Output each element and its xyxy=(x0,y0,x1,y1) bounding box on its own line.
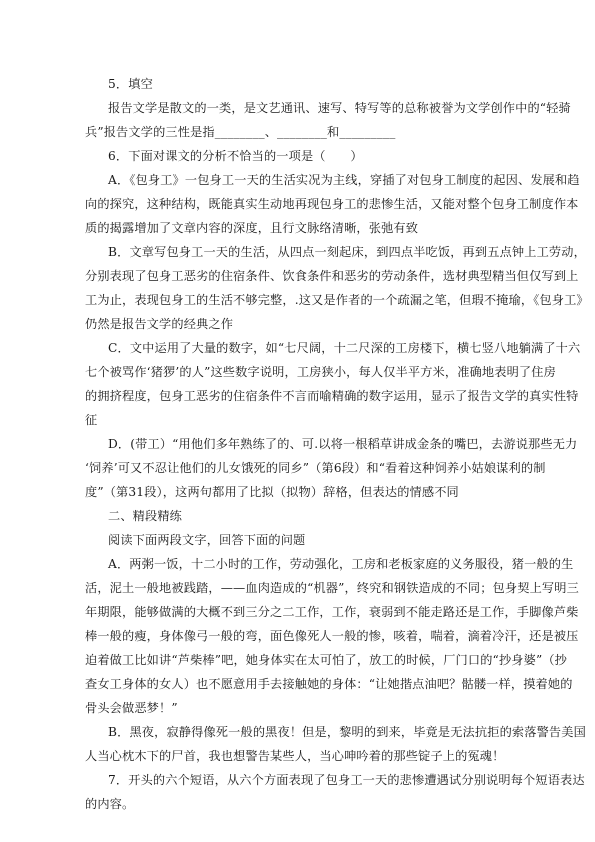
option-a-line-2: 向的探究，这种结构，既能真实生动地再现包身工的悲惨生活，又能对整个包身工制度作本 xyxy=(85,197,579,211)
passage-a-line-2: 活，泥土一般地被践踏，——血肉造成的“机器”，终究和钢铁造成的不同；包身契上写明三 xyxy=(85,581,579,595)
question-5-text-line-1: 报告文学是散文的一类，是文艺通讯、速写、特写等的总称被誉为文学创作中的“轻骑 xyxy=(108,101,571,115)
option-b-line-3: 工为止，表现包身工的生活不够完整，.这又是作者的一个疏漏之笔，但瑕不掩瑜，《包身工》 xyxy=(85,293,589,307)
passage-b-line-1: B．黑夜，寂静得像死一般的黑夜！但是，黎明的到来，毕竟是无法抗拒的索落警告美国 xyxy=(108,725,586,739)
question-5-heading: 5．填空 xyxy=(108,77,153,91)
option-d-line-3: 度”（第31段），这两句都用了比拟（拟物）辞格，但表达的情感不同 xyxy=(85,485,459,499)
reading-instruction: 阅读下面两段文字，回答下面的问题 xyxy=(108,533,306,547)
option-a-line-1: A．《包身工》一包身工一天的生活实况为主线，穿插了对包身工制度的起因、发展和趋 xyxy=(108,173,580,187)
option-d-line-1: D．(带工）“用他们多年熟练了的、可.以将一根稻草讲成金条的嘴巴，去游说那些无力 xyxy=(108,437,578,451)
passage-a-line-3: 年期限，能够做满的大概不到三分之二工作，工作，衰弱到不能走路还是工作，手脚像芦柴 xyxy=(85,605,579,619)
option-c-line-1: C．文中运用了大量的数字，如“七尺阔，十二尺深的工房楼下，横七竖八地躺满了十六 xyxy=(108,341,581,355)
option-b-line-4: 仍然是报告文学的经典之作 xyxy=(85,317,234,331)
passage-b-line-2: 人当心枕木下的尸首，我也想警告某些人，当心呻吟着的那些锭子上的冤魂！ xyxy=(85,749,505,763)
option-c-line-2: 七个被骂作‘猪猡’的人”这些数字说明，工房狭小，每人仅半平方米，准确地表明了住房 xyxy=(85,365,556,379)
option-c-line-4: 征 xyxy=(85,413,98,427)
question-7-line-2: 的内容。 xyxy=(85,797,135,811)
passage-a-line-1: A．两粥一饭，十二小时的工作，劳动强化，工房和老板家庭的义务服役，猪一般的生 xyxy=(108,557,574,571)
passage-a-line-5: 迫着做工比如讲“芦柴棒”吧，她身体实在太可怕了，放工的时候，厂门口的“抄身婆”（抄 xyxy=(85,653,568,667)
passage-a-line-4: 棒一般的瘦，身体像弓一般的弯，面色像死人一般的惨，咳着，喘着，滴着冷汗，还是被压 xyxy=(85,629,579,643)
section-2-heading: 二、精段精练 xyxy=(108,509,183,523)
option-a-line-3: 质的揭露增加了文章内容的深度，且行文脉络清晰，张弛有致 xyxy=(85,221,419,235)
option-d-line-2: ‘饲养’可又不忍让他们的儿女饿死的同乡”（第6段）和“看着这种饲养小姑娘谋利的制 xyxy=(85,461,546,475)
question-5-text-line-2: 兵”报告文学的三性是指________、________和_________ xyxy=(85,125,396,139)
passage-a-line-7: 骨头会做恶梦！” xyxy=(85,701,178,715)
question-6-heading: 6．下面对课文的分析不恰当的一项是（ ） xyxy=(108,149,363,163)
option-c-line-3: 的拥挤程度，包身工恶劣的住宿条件不言而喻精确的数字运用，显示了报告文学的真实性特 xyxy=(85,389,579,403)
option-b-line-2: 分别表现了包身工恶劣的住宿条件、饮食条件和恶劣的劳动条件，选材典型精当但仅写到上 xyxy=(85,269,579,283)
passage-a-line-6: 查女工身体的女人）也不愿意用手去接触她的身体：“让她揩点油吧？骷髅一样，摸着她的 xyxy=(85,677,573,691)
question-7-line-1: 7．开头的六个短语，从六个方面表现了包身工一天的悲惨遭遇试分别说明每个短语表达 xyxy=(108,773,585,787)
option-b-line-1: B．文章写包身工一天的生活，从四点一刻起床，到四点半吃饭，再到五点钟上工劳动， xyxy=(108,245,586,259)
